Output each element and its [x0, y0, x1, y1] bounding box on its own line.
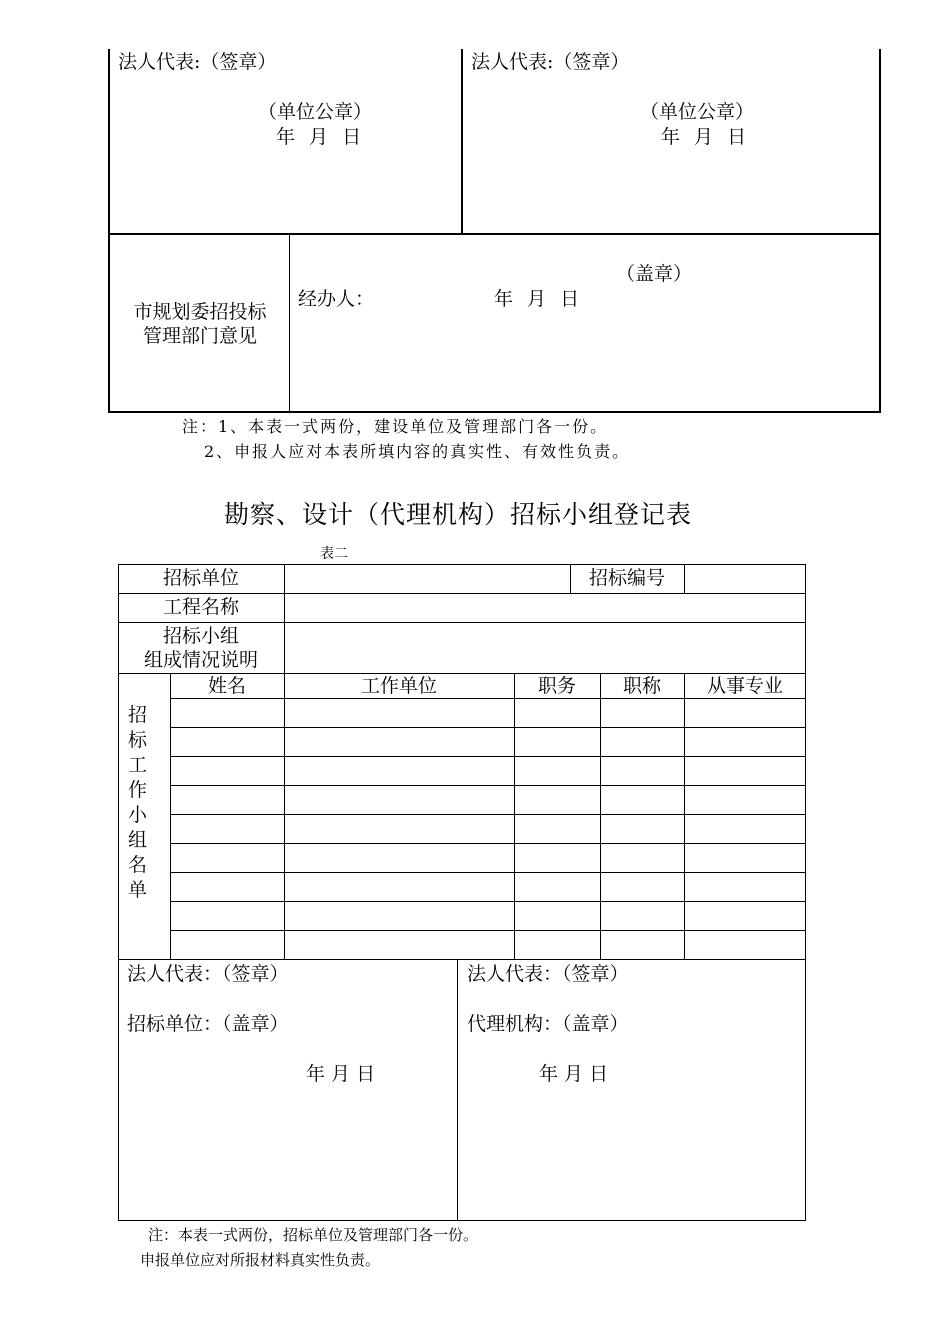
handler-label: 经办人： [298, 288, 375, 310]
group-desc-line2: 组成情况说明 [143, 649, 258, 671]
form2-date-left: 年 月 日 [306, 1063, 376, 1085]
roster-label-char: 招 [128, 704, 148, 726]
roster-label-char: 作 [128, 779, 148, 801]
top-form-right-border [879, 49, 881, 413]
top-form-opinion-divider [289, 234, 290, 412]
legal-rep-right: 法人代表:（签章） [471, 51, 630, 73]
col-line [457, 959, 458, 1221]
col-line [170, 673, 171, 960]
seal-right: （单位公章） [640, 101, 755, 123]
note-top-line1: 注：1、本表一式两份，建设单位及管理部门各一份。 [182, 417, 609, 436]
row-line [170, 930, 806, 931]
row-line [170, 698, 806, 699]
col-header-title: 职称 [622, 675, 661, 697]
date-dept: 年 月 日 [494, 288, 584, 310]
tender-unit-field[interactable] [285, 565, 570, 593]
row-line [118, 959, 806, 960]
row-line [170, 756, 806, 757]
roster-label-char: 组 [128, 829, 148, 851]
form2-date-right: 年 月 日 [539, 1063, 609, 1085]
row-line [170, 727, 806, 728]
row-line [170, 901, 806, 902]
col-header-work-unit: 工作单位 [360, 675, 437, 697]
date-left: 年 月 日 [276, 126, 366, 148]
date-right: 年 月 日 [661, 126, 751, 148]
top-form-bottom-border [108, 411, 881, 413]
form2-agency-seal: 代理机构：（盖章） [467, 1013, 629, 1035]
roster-label-char: 名 [128, 854, 148, 876]
tender-unit-label: 招标单位 [162, 567, 239, 589]
col-header-name: 姓名 [207, 675, 246, 697]
tender-no-field[interactable] [685, 565, 805, 593]
col-line [600, 673, 601, 960]
dept-opinion-line1: 市规划委招投标 [133, 301, 267, 323]
top-form-col-divider [461, 49, 463, 234]
form2-tender-unit-seal: 招标单位：（盖章） [127, 1013, 289, 1035]
dept-seal-stamp: （盖章） [616, 263, 693, 285]
row-line [170, 872, 806, 873]
roster-label-char: 单 [128, 879, 148, 901]
top-form-row-divider [108, 233, 881, 235]
form2-legal-rep-right: 法人代表：（签章） [467, 963, 629, 985]
col-line [684, 673, 685, 960]
form2-legal-rep-left: 法人代表：（签章） [127, 963, 289, 985]
top-form-left-border [108, 49, 110, 413]
note-top-line2: 2、申报人应对本表所填内容的真实性、有效性负责。 [204, 442, 631, 461]
group-desc-field[interactable] [285, 623, 805, 673]
roster-label-char: 小 [128, 804, 148, 826]
project-name-label: 工程名称 [162, 596, 239, 618]
note-bottom-line2: 申报单位应对所报材料真实性负责。 [140, 1251, 381, 1269]
col-line [284, 673, 285, 960]
project-name-field[interactable] [285, 594, 805, 622]
group-desc-line1: 招标小组 [162, 625, 239, 647]
row-line [170, 785, 806, 786]
dept-opinion-line2: 管理部门意见 [142, 325, 257, 347]
col-line [514, 673, 515, 960]
roster-label-char: 工 [128, 754, 148, 776]
row-line [170, 814, 806, 815]
note-bottom-line1: 注：本表一式两份，招标单位及管理部门各一份。 [148, 1226, 479, 1244]
legal-rep-left: 法人代表:（签章） [118, 51, 277, 73]
col-header-specialty: 从事专业 [706, 675, 783, 697]
tender-no-label: 招标编号 [588, 567, 665, 589]
col-header-position: 职务 [537, 675, 576, 697]
row-line [170, 843, 806, 844]
roster-label-char: 标 [128, 729, 148, 751]
form2-title: 勘察、设计（代理机构）招标小组登记表 [223, 500, 692, 529]
seal-left: （单位公章） [258, 101, 373, 123]
table-number: 表二 [320, 546, 348, 562]
